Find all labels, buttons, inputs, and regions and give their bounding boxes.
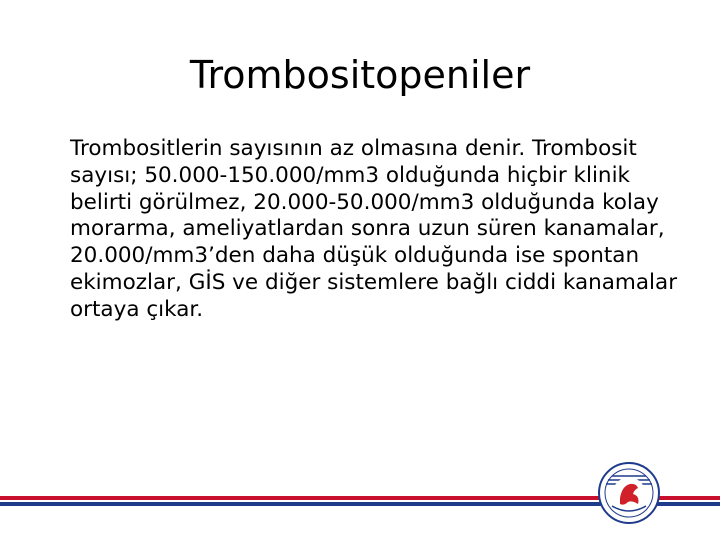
slide-body-text: Trombositlerin sayısının az olmasına denir. Trombosit sayısı; 50.000-150.000/mm3 olduğunda hiçbir klinik belirti görülmez, 20.000-50.000/mm3 olduğunda kolay morarma, ameliyatlardan sonra uzun süren kanamalar, 20.000/mm3’den daha düşük olduğunda ise spontan ekimozlar, GİS ve diğer sistemlere bağlı ciddi kanamalar ortaya çıkar.	[70, 136, 678, 322]
university-seal-icon	[598, 462, 660, 524]
slide-title: Trombositopeniler	[189, 53, 531, 97]
